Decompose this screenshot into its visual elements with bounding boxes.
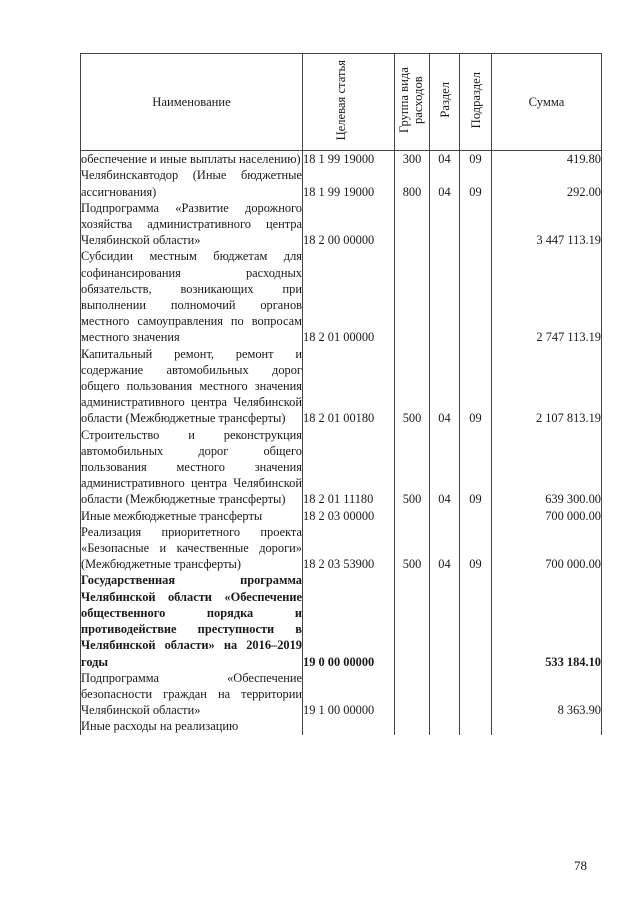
row-subsection [460,508,492,524]
header-section-label: Раздел [437,82,452,118]
row-subsection [460,670,492,719]
table-row [81,572,602,669]
row-sum: 2 107 813.19 [492,346,602,427]
row-subsection [460,200,492,249]
table-row [81,200,602,249]
header-expense-group [395,54,430,151]
row-name: Челябинскавтодор (Иные бюджетные ассигнования) [81,168,302,199]
row-section: 04 [430,346,460,427]
row-name: Подпрограмма «Обеспечение безопасности граждан на территории Челябинской области» [81,670,302,718]
row-expense-group [395,718,430,734]
table-row [81,670,602,719]
table-row [81,346,602,427]
row-section: 04 [430,427,460,508]
row-sum: 700 000.00 [492,508,602,524]
row-subsection [460,718,492,734]
row-expense-group: 800 [395,167,430,199]
row-sum: 3 447 113.19 [492,200,602,249]
row-expense-group: 500 [395,524,430,573]
row-section [430,248,460,345]
row-name: Государственная программа Челябинской области «Обеспечение общественного порядка и противодействие преступности в Челябинской области» на 2016–2019 годы [81,573,302,669]
row-subsection [460,248,492,345]
row-target-article: 18 2 03 53900 [303,524,395,573]
header-name: Наименование [81,54,303,151]
row-expense-group: 500 [395,346,430,427]
table-row [81,524,602,573]
row-expense-group: 300 [395,151,430,168]
row-section: 04 [430,524,460,573]
row-section [430,718,460,734]
table-row [81,718,602,734]
table-row [81,508,602,524]
row-sum: 419.80 [492,151,602,168]
row-name: Субсидии местным бюджетам для софинансирования расходных обязательств, возникающих при выполнении полномочий органов местного самоуправления по вопросам местного значения [81,249,302,345]
row-section [430,572,460,669]
row-target-article: 18 1 99 19000 [303,151,395,168]
row-target-article [303,718,395,734]
row-expense-group [395,572,430,669]
table-header-row [81,54,602,151]
row-name: Капитальный ремонт, ремонт и содержание автомобильных дорог общего пользования местного значения административного центра Челябинской области (Межбюджетные трансферты) [81,346,302,426]
header-target-article-label: Целевая статья [333,59,348,141]
row-section: 04 [430,151,460,168]
budget-table [80,53,602,735]
header-sum: Сумма [492,54,602,151]
header-expense-group-label: Группа вида расходов [397,67,425,133]
row-name: Подпрограмма «Развитие дорожного хозяйства административного центра Челябинской области» [81,200,302,248]
row-expense-group [395,670,430,719]
table-row [81,151,602,168]
page-number: 78 [574,858,587,873]
header-subsection-label: Подраздел [468,71,483,129]
row-name: Строительство и реконструкция автомобильных дорог общего пользования местного значения административного центра Челябинской области (Межбюджетные трансферты) [81,427,302,507]
row-sum: 700 000.00 [492,524,602,573]
table-row [81,248,602,345]
row-target-article: 19 1 00 00000 [303,670,395,719]
header-section [430,54,460,151]
header-target-article [303,54,395,151]
row-sum: 8 363.90 [492,670,602,719]
row-sum: 533 184.10 [492,572,602,669]
row-expense-group [395,508,430,524]
table-row [81,167,602,199]
table-body [81,151,602,735]
row-subsection: 09 [460,151,492,168]
table-row [81,427,602,508]
row-target-article: 18 2 03 00000 [303,508,395,524]
row-name: обеспечение и иные выплаты населению) [81,152,301,167]
row-target-article: 18 2 00 00000 [303,200,395,249]
row-section [430,200,460,249]
row-expense-group: 500 [395,427,430,508]
row-target-article: 18 1 99 19000 [303,167,395,199]
row-subsection: 09 [460,524,492,573]
row-target-article: 19 0 00 00000 [303,572,395,669]
row-expense-group [395,248,430,345]
row-target-article: 18 2 01 00000 [303,248,395,345]
row-subsection: 09 [460,427,492,508]
header-subsection [460,54,492,151]
row-sum: 639 300.00 [492,427,602,508]
row-subsection [460,572,492,669]
row-section: 04 [430,167,460,199]
row-subsection: 09 [460,167,492,199]
row-sum: 2 747 113.19 [492,248,602,345]
row-sum [492,718,602,734]
row-name: Реализация приоритетного проекта «Безопасные и качественные дороги» (Межбюджетные трансферты) [81,524,302,572]
row-section [430,508,460,524]
row-sum: 292.00 [492,167,602,199]
row-expense-group [395,200,430,249]
row-target-article: 18 2 01 00180 [303,346,395,427]
row-name: Иные межбюджетные трансферты [81,508,303,524]
row-subsection: 09 [460,346,492,427]
row-name: Иные расходы на реализацию [81,718,303,734]
row-target-article: 18 2 01 11180 [303,427,395,508]
row-section [430,670,460,719]
